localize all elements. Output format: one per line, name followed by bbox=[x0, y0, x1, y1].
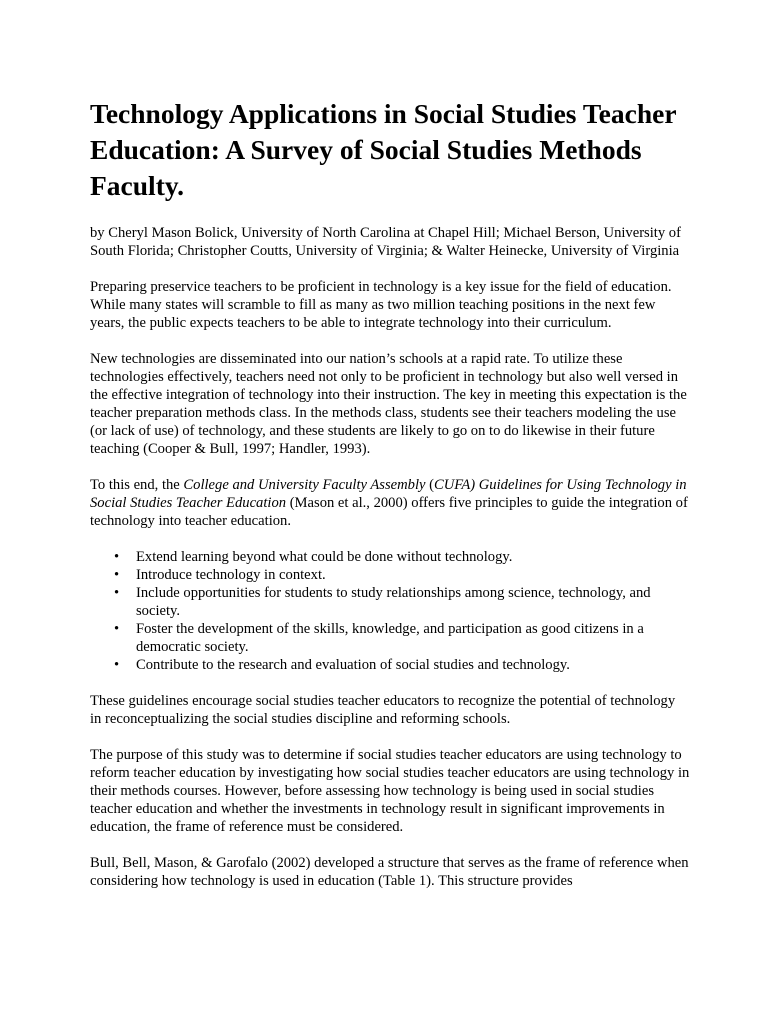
paragraph-study-purpose: The purpose of this study was to determine if social studies teacher educators are using technology to reform teacher education by investigating how social studies teacher educators are using technology in their methods courses. However, before assessing how technology is being used in social studies teacher education and whether the investments in technology result in significant improvements in education, the frame of reference must be considered. bbox=[90, 747, 690, 835]
cufa-tail-text: (Mason et al., 2000) offers five principles to guide the integration of technology into teacher education. bbox=[90, 495, 688, 529]
list-item-text: Introduce technology in context. bbox=[136, 567, 326, 583]
list-item-text: Contribute to the research and evaluation of social studies and technology. bbox=[136, 657, 570, 673]
bullet-icon: • bbox=[114, 549, 120, 565]
bullet-icon: • bbox=[114, 585, 120, 601]
principles-list bbox=[90, 548, 690, 674]
cufa-lead-text: To this end, the bbox=[90, 477, 184, 493]
paragraph-cufa-guidelines bbox=[90, 476, 690, 530]
author-byline: by Cheryl Mason Bolick, University of North Carolina at Chapel Hill; Michael Berson, University of South Florida; Christopher Coutts, University of Virginia; & Walter Heinecke, University of Virginia bbox=[90, 225, 681, 259]
document-title: Technology Applications in Social Studies Teacher Education: A Survey of Social Studies Methods Faculty. bbox=[90, 98, 677, 201]
list-item bbox=[114, 656, 690, 674]
list-item bbox=[114, 548, 690, 566]
list-item-text: Foster the development of the skills, knowledge, and participation as good citizens in a democratic society. bbox=[136, 621, 644, 655]
list-item bbox=[114, 584, 690, 620]
list-item bbox=[114, 566, 690, 584]
document-page bbox=[90, 96, 690, 890]
cufa-italic-title-2: CUFA) Guidelines for Using Technology in Social Studies Teacher Education bbox=[90, 477, 687, 511]
bullet-icon: • bbox=[114, 567, 120, 583]
list-item bbox=[114, 620, 690, 656]
paragraph-new-technologies: New technologies are disseminated into our nation’s schools at a rapid rate. To utilize these technologies effectively, teachers need not only to be proficient in technology but also well versed in the effective integration of technology into their instruction. The key in meeting this expectation is the teacher preparation methods class. In the methods class, students see their teachers modeling the use (or lack of use) of technology, and these students are likely to go on to do likewise in their future teaching (Cooper & Bull, 1997; Handler, 1993). bbox=[90, 351, 687, 457]
bullet-icon: • bbox=[114, 621, 120, 637]
paragraph-intro: Preparing preservice teachers to be proficient in technology is a key issue for the field of education. While many states will scramble to fill as many as two million teaching positions in the next few years, the public expects teachers to be able to integrate technology into their curriculum. bbox=[90, 279, 672, 331]
bullet-icon: • bbox=[114, 657, 120, 673]
paragraph-guidelines-encourage: These guidelines encourage social studies teacher educators to recognize the potential of technology in reconceptualizing the social studies discipline and reforming schools. bbox=[90, 693, 676, 727]
list-item-text: Extend learning beyond what could be done without technology. bbox=[136, 549, 513, 565]
cufa-mid-text: ( bbox=[425, 477, 435, 493]
paragraph-frame-of-reference: Bull, Bell, Mason, & Garofalo (2002) developed a structure that serves as the frame of reference when considering how technology is used in education (Table 1). This structure provides bbox=[90, 855, 689, 889]
cufa-italic-title-1: College and University Faculty Assembly bbox=[183, 477, 426, 493]
list-item-text: Include opportunities for students to study relationships among science, technology, and society. bbox=[136, 585, 651, 619]
